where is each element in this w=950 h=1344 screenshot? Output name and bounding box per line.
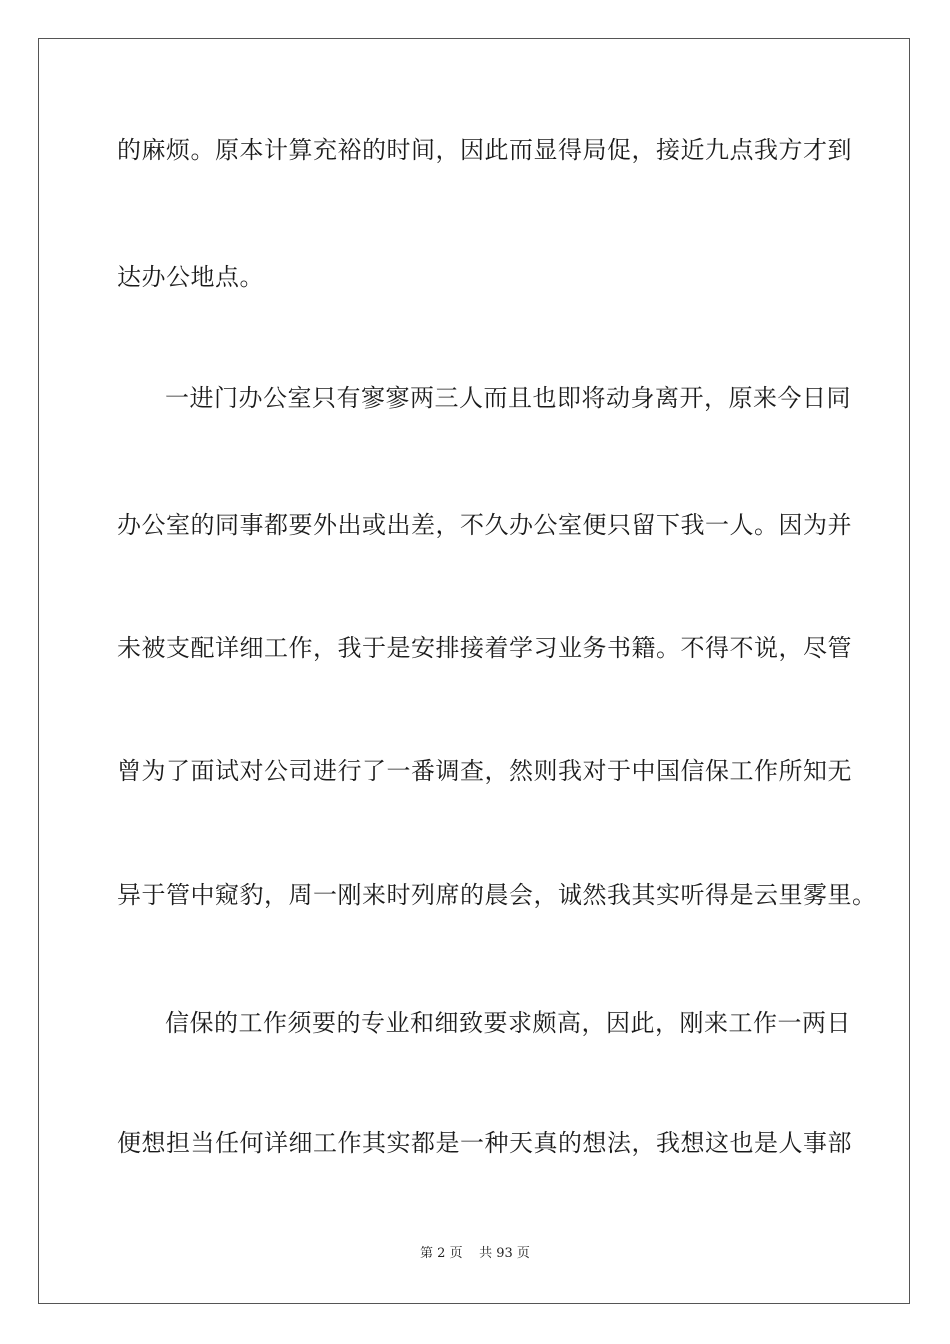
body-line-1: 的麻烦。原本计算充裕的时间，因此而显得局促，接近九点我方才到 [117, 136, 852, 164]
page-number: 第 2 页 [420, 1246, 463, 1261]
paragraph-3-line-2: 便想担当任何详细工作其实都是一种天真的想法，我想这也是人事部 [117, 1129, 852, 1157]
body-line-2: 达办公地点。 [117, 263, 264, 291]
paragraph-2-line-3: 未被支配详细工作，我于是安排接着学习业务书籍。不得不说，尽管 [117, 634, 852, 662]
paragraph-2-line-5: 异于管中窥豹，周一刚来时列席的晨会，诚然我其实听得是云里雾里。 [117, 881, 877, 909]
page-border [38, 38, 910, 1304]
paragraph-3-line-1: 信保的工作须要的专业和细致要求颇高，因此，刚来工作一两日 [165, 1009, 851, 1037]
paragraph-2-line-4: 曾为了面试对公司进行了一番调查，然则我对于中国信保工作所知无 [117, 757, 852, 785]
paragraph-2-line-2: 办公室的同事都要外出或出差，不久办公室便只留下我一人。因为并 [117, 511, 852, 539]
page-footer [0, 1245, 950, 1263]
paragraph-2-line-1: 一进门办公室只有寥寥两三人而且也即将动身离开，原来今日同 [165, 384, 851, 412]
total-pages: 共 93 页 [479, 1246, 530, 1261]
